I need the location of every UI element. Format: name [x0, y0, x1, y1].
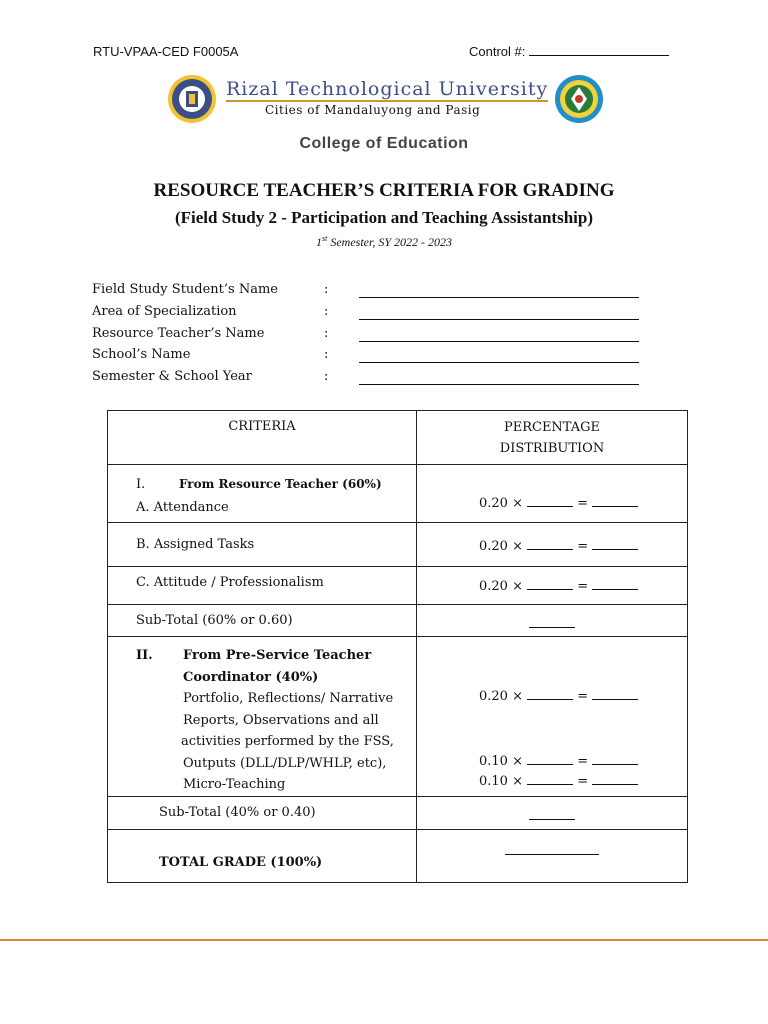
info-blank[interactable]: [359, 362, 639, 363]
section2-title-line2: Coordinator (40%): [183, 669, 319, 685]
info-row-student: [92, 282, 358, 297]
distribution-header-line1: PERCENTAGE: [503, 420, 601, 435]
info-row-resource-teacher: [92, 326, 358, 341]
assigned-tasks-label: B. Assigned Tasks: [108, 523, 417, 567]
subtotal2-blank[interactable]: [529, 809, 575, 820]
assigned-result-blank[interactable]: [592, 539, 638, 550]
equals-sign: =: [577, 754, 589, 769]
section2-text-line1: Portfolio, Reflections/ Narrative: [183, 691, 394, 706]
college-name: College of Education: [299, 135, 469, 152]
table-row: [108, 605, 688, 637]
equals-sign: =: [577, 539, 589, 554]
info-row-semester: [92, 369, 358, 384]
section2-text-line2: Reports, Observations and all: [183, 712, 379, 728]
info-row-school: [92, 347, 358, 362]
section1-number: I.: [136, 477, 146, 492]
portfolio-result-blank[interactable]: [592, 689, 638, 700]
section2-scores: [417, 637, 688, 797]
equals-sign: =: [577, 579, 589, 594]
table-row: [108, 523, 688, 567]
section2-text-line4: Outputs (DLL/DLP/WHLP, etc),: [183, 755, 387, 771]
form-code: RTU-VPAA-CED F0005A: [93, 44, 239, 59]
attitude-blank[interactable]: [527, 579, 573, 590]
total-grade-blank[interactable]: [505, 844, 599, 855]
micro-blank[interactable]: [527, 774, 573, 785]
info-blank[interactable]: [359, 319, 639, 320]
footer-rule: [0, 939, 768, 941]
semester-text: Semester, SY 2022 - 2023: [327, 235, 452, 249]
info-label: School’s Name: [92, 347, 191, 362]
college-seal-icon: [554, 74, 604, 124]
semester-ordinal: 1: [315, 235, 322, 249]
section2-text-line5: Micro-Teaching: [183, 777, 286, 792]
control-number-blank: [529, 44, 669, 56]
table-row: [108, 797, 688, 830]
outputs-score: [479, 754, 638, 769]
subtotal2-score: [417, 797, 688, 830]
outputs-result-blank[interactable]: [592, 754, 638, 765]
attendance-result-blank[interactable]: [592, 496, 638, 507]
criteria-table: [107, 410, 688, 883]
rtu-seal-icon: [167, 74, 217, 124]
subtotal2-label: Sub-Total (40% or 0.40): [108, 797, 417, 830]
outputs-blank[interactable]: [527, 754, 573, 765]
attendance-weight: 0.20 ×: [479, 496, 523, 511]
attitude-weight: 0.20 ×: [479, 579, 523, 594]
info-colon: :: [324, 282, 329, 297]
section2-number: II.: [136, 648, 153, 663]
document-title: RESOURCE TEACHER’S CRITERIA FOR GRADING: [153, 180, 615, 201]
info-colon: :: [324, 347, 329, 362]
info-colon: :: [324, 369, 329, 384]
control-number: [469, 44, 669, 59]
equals-sign: =: [577, 496, 589, 511]
portfolio-weight: 0.20 ×: [479, 689, 523, 704]
micro-teaching-score: [479, 774, 638, 789]
section2-text-line3: activities performed by the FSS,: [181, 734, 394, 749]
info-blank[interactable]: [359, 384, 639, 385]
distribution-header: [417, 411, 688, 465]
section1-cell: [108, 465, 417, 523]
info-colon: :: [324, 304, 329, 319]
semester-line: [0, 234, 768, 250]
attitude-result-blank[interactable]: [592, 579, 638, 590]
distribution-header-line2: DISTRIBUTION: [499, 441, 605, 456]
document-subtitle: (Field Study 2 - Participation and Teaching Assistantship): [174, 208, 593, 227]
outputs-weight: 0.10 ×: [479, 754, 523, 769]
attitude-label: C. Attitude / Professionalism: [108, 567, 417, 605]
info-label: Semester & School Year: [92, 369, 252, 384]
info-label: Area of Specialization: [92, 304, 237, 319]
equals-sign: =: [577, 689, 589, 704]
info-colon: :: [324, 326, 329, 341]
university-rule: [226, 100, 548, 102]
section1-title: From Resource Teacher (60%): [179, 477, 382, 491]
info-row-specialization: [92, 304, 358, 319]
table-row: [108, 567, 688, 605]
table-row: [108, 637, 688, 797]
semester-ordinal-suffix: st: [321, 234, 328, 243]
info-label: Field Study Student’s Name: [92, 282, 278, 297]
equals-sign: =: [577, 774, 589, 789]
university-name: Rizal Technological University: [226, 78, 549, 100]
table-header-row: [108, 411, 688, 465]
portfolio-blank[interactable]: [527, 689, 573, 700]
micro-result-blank[interactable]: [592, 774, 638, 785]
assigned-weight: 0.20 ×: [479, 539, 523, 554]
section2-title-line1: From Pre-Service Teacher: [183, 648, 372, 663]
table-row: [108, 830, 688, 883]
subtotal1-blank[interactable]: [529, 617, 575, 628]
info-label: Resource Teacher’s Name: [92, 326, 265, 341]
assigned-blank[interactable]: [527, 539, 573, 550]
table-row: [108, 465, 688, 523]
section2-cell: [108, 637, 417, 797]
micro-weight: 0.10 ×: [479, 774, 523, 789]
criteria-header: CRITERIA: [108, 411, 417, 465]
attitude-score: [417, 567, 688, 605]
control-label: Control #:: [469, 44, 526, 59]
total-grade-label: TOTAL GRADE (100%): [108, 830, 417, 883]
subtotal1-score: [417, 605, 688, 637]
assigned-tasks-score: [417, 523, 688, 567]
total-grade-score: [417, 830, 688, 883]
subtotal1-label: Sub-Total (60% or 0.60): [108, 605, 417, 637]
attendance-label: A. Attendance: [136, 500, 229, 515]
attendance-blank[interactable]: [527, 496, 573, 507]
attendance-score: [417, 465, 688, 523]
info-blank[interactable]: [359, 297, 639, 298]
info-blank[interactable]: [359, 341, 639, 342]
university-cities: Cities of Mandaluyong and Pasig: [265, 103, 481, 117]
portfolio-score: [479, 689, 638, 704]
